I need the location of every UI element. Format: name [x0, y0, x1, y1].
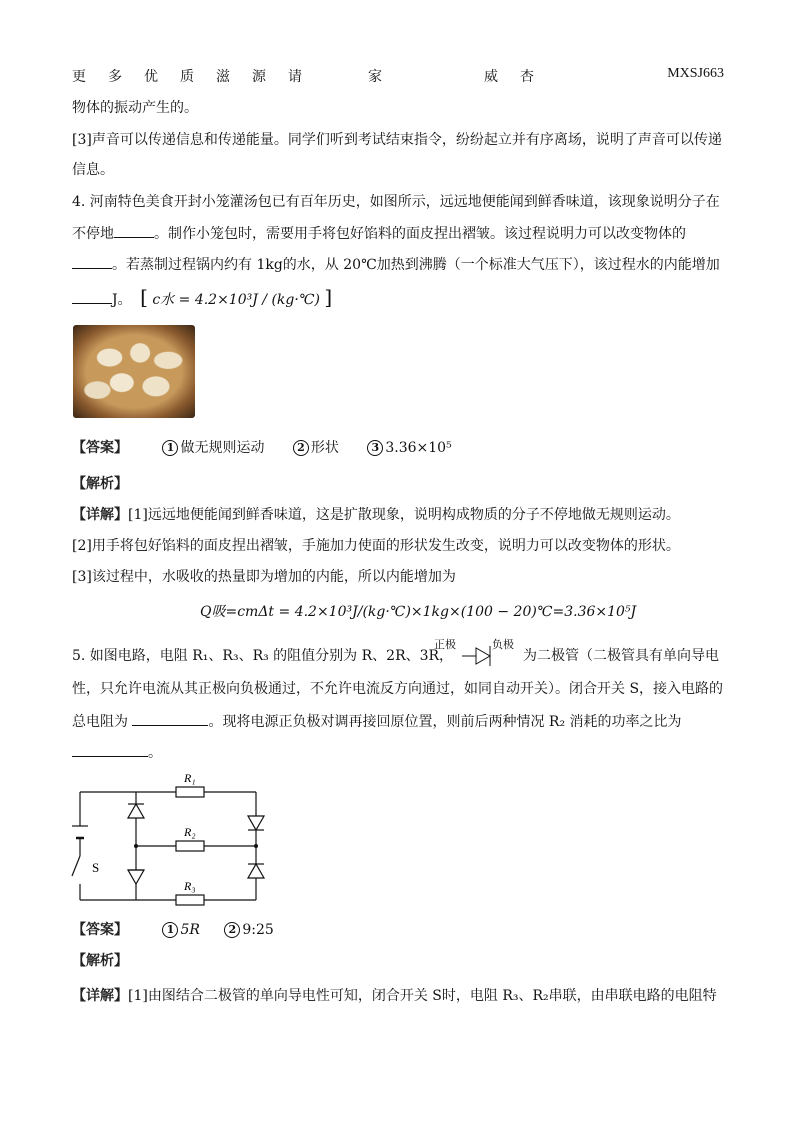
q5-stem: 。 — [72, 742, 162, 763]
q4-detail: [3]该过程中，水吸收的热量即为增加的内能，所以内能增加为 — [72, 569, 456, 585]
q4-detail: 【详解】[1]远远地便能闻到鲜香味道，这是扩散现象，说明构成物质的分子不停地做无规则运动。 — [72, 507, 680, 523]
q4-equation: Q吸=cmΔt = 4.2×10³J/(kg·℃)×1kg×(100 − 20)℃=3.36×10⁵J — [200, 604, 637, 620]
header-char: 杏 — [520, 69, 534, 85]
fill-blank — [72, 289, 112, 304]
q4-answer: 【答案】 1 做无规则运动 2 形状 3 3.36×10⁵ — [72, 440, 452, 456]
q4-detail: [2]用手将包好馅料的面皮捏出褶皱，手施加力使面的形状发生改变，说明力可以改变物体的形状。 — [72, 538, 680, 554]
circle-number: 1 — [162, 922, 178, 938]
header-char: 请 — [288, 69, 302, 85]
header-char: 优 — [144, 69, 158, 85]
header-char: 更 — [72, 69, 86, 85]
circle-number: 2 — [293, 440, 309, 456]
q4-stem: 。若蒸制过程锅内约有 1kg的水，从 20℃加热到沸腾（一个标准大气压下），该过程水的内能增加 — [72, 254, 720, 275]
negative-label: 负极 — [492, 638, 514, 651]
circle-number: 2 — [224, 922, 240, 938]
fill-blank — [72, 742, 148, 757]
header-char: 威 — [484, 69, 498, 85]
analysis-label: 【解析】 — [72, 476, 128, 492]
q5-stem: 总电阻为 。现将电源正负极对调再接回原位置，则前后两种情况 R₂ 消耗的功率之比为 — [72, 711, 682, 732]
q5-detail: 【详解】[1]由图结合二极管的单向导电性可知，闭合开关 S时，电阻 R₃、R₂串联，由串联电路的电阻特 — [72, 988, 717, 1004]
q3-line: [3]声音可以传递信息和传递能量。同学们听到考试结束指令，纷纷起立并有序离场，说明了声音可以传递 — [72, 132, 722, 148]
q5-answer: 【答案】 1 5R 2 9:25 — [72, 922, 274, 938]
circle-number: 1 — [162, 440, 178, 456]
analysis-label: 【解析】 — [72, 953, 128, 969]
specific-heat-formula: c水 = 4.2×10³J / (kg·℃) — [152, 292, 320, 308]
fill-blank — [114, 223, 154, 238]
positive-label: 正极 — [434, 638, 456, 651]
circuit-diagram — [66, 766, 286, 916]
switch-label: S — [92, 860, 100, 875]
q4-stem: J。 [ c水 = 4.2×10³J / (kg·℃) ] — [72, 287, 332, 310]
page-header — [72, 66, 724, 86]
r3-label: R₃ — [184, 879, 196, 893]
header-code: MXSJ663 — [667, 66, 724, 81]
q5-stem: 性，只允许电流从其正极向负极通过，不允许电流反方向通过，如同自动开关）。闭合开关 S，接入电路的 — [72, 681, 724, 697]
header-char: 源 — [252, 69, 266, 85]
fill-blank — [72, 254, 112, 269]
xiaolongbao-photo — [73, 325, 195, 418]
q3-line: 物体的振动产生的。 — [72, 100, 198, 116]
diode-symbol — [432, 636, 520, 668]
q3-line: 信息。 — [72, 162, 114, 178]
r2-label: R₂ — [184, 825, 196, 839]
fill-blank — [132, 711, 208, 726]
q5-stem: 为二极管（二极管具有单向导电 — [523, 648, 719, 664]
header-char: 家 — [368, 69, 382, 85]
q4-stem: 4. 河南特色美食开封小笼灌汤包已有百年历史，如图所示，远远地便能闻到鲜香味道，该现象说明分子在 — [72, 194, 720, 210]
circle-number: 3 — [367, 440, 383, 456]
q4-stem: 不停地 。制作小笼包时，需要用手将包好馅料的面皮捏出褶皱。该过程说明力可以改变物体的 — [72, 223, 686, 244]
q5-stem: 5. 如图电路，电阻 R₁、R₃、R₃ 的阻值分别为 R、2R、3R， — [72, 648, 454, 664]
r1-label: R₁ — [184, 771, 196, 785]
header-char: 质 — [180, 69, 194, 85]
header-char: 多 — [108, 69, 122, 85]
header-char: 滋 — [216, 69, 230, 85]
diode-icon — [432, 644, 520, 668]
